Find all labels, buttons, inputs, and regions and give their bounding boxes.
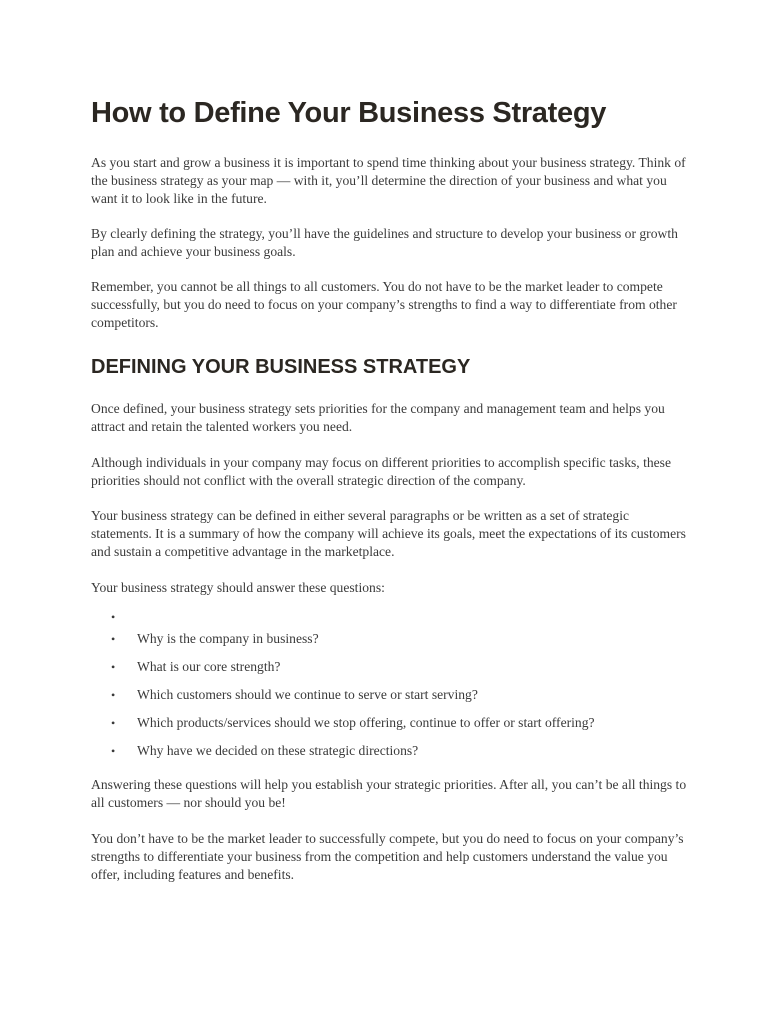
list-item-text: What is our core strength? (137, 659, 281, 674)
intro-paragraph-1: As you start and grow a business it is important to spend time thinking about your business strategy. Think of the business strategy as your map — with it, you’ll determine the direction of your business and what you want it to look like in the future. (91, 155, 686, 206)
section-heading: DEFINING YOUR BUSINESS STRATEGY (91, 356, 471, 378)
section-paragraph-4: Your business strategy should answer these questions: (91, 580, 385, 595)
bullet-icon: • (111, 610, 116, 624)
page-title: How to Define Your Business Strategy (91, 97, 607, 129)
section-paragraph-3: Your business strategy can be defined in either several paragraphs or be written as a set of strategic statements. It is a summary of how the company will achieve its goals, meet the expectations of its customers and sustain a competitive advantage in the marketplace. (91, 508, 686, 559)
bullet-icon: • (111, 660, 116, 674)
list-item-text: Which customers should we continue to serve or start serving? (137, 687, 478, 702)
list-item (91, 686, 691, 704)
bullet-icon: • (111, 744, 116, 758)
list-item (91, 742, 691, 760)
questions-list (91, 608, 691, 760)
intro-paragraph-2: By clearly defining the strategy, you’ll have the guidelines and structure to develop your business or growth plan and achieve your business goals. (91, 226, 678, 259)
document-content (91, 95, 691, 884)
closing-paragraph-2: You don’t have to be the market leader to successfully compete, but you do need to focus on your company’s strengths to differentiate your business from the competition and help customers understand the value you offer, including features and benefits. (91, 831, 684, 882)
list-item (91, 608, 691, 626)
section-paragraph-2: Although individuals in your company may focus on different priorities to accomplish specific tasks, these priorities should not conflict with the overall strategic direction of the company. (91, 455, 672, 488)
closing-paragraph-1: Answering these questions will help you establish your strategic priorities. After all, you can’t be all things to all customers — nor should you be! (91, 777, 687, 810)
list-item (91, 658, 691, 676)
intro-paragraph-3: Remember, you cannot be all things to all customers. You do not have to be the market leader to compete successfully, but you do need to focus on your company’s strengths to find a way to differentiate from other competitors. (91, 279, 677, 330)
bullet-icon: • (111, 632, 116, 646)
bullet-icon: • (111, 716, 116, 730)
list-item-text: Why have we decided on these strategic directions? (137, 743, 419, 758)
list-item-text: Which products/services should we stop offering, continue to offer or start offering? (137, 715, 595, 730)
list-item-text: Why is the company in business? (137, 631, 319, 646)
list-item (91, 630, 691, 648)
list-item (91, 714, 691, 732)
section-paragraph-1: Once defined, your business strategy sets priorities for the company and management team and helps you attract and retain the talented workers you need. (91, 401, 665, 434)
bullet-icon: • (111, 688, 116, 702)
